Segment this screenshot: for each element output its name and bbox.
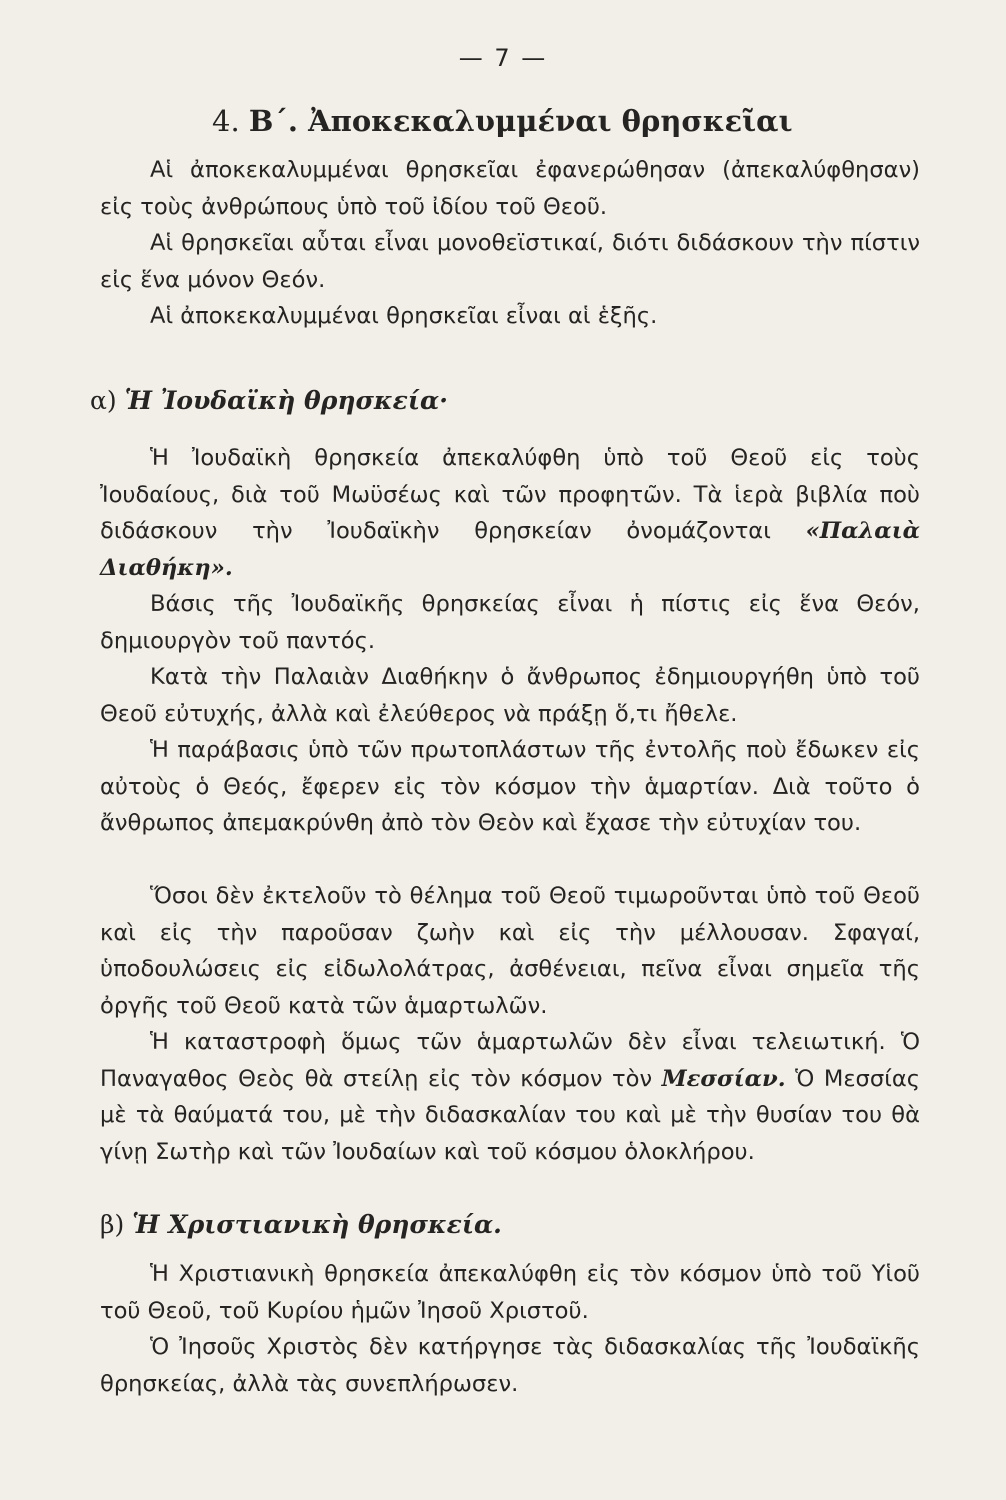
- section-a-paragraph-1-text: Ἡ Ἰουδαϊκὴ θρησκεία ἀπεκαλύφθη ὑπὸ τοῦ Θεοῦ εἰς τοὺς Ἰουδαίους, διὰ τοῦ Μωϋσέως καὶ τῶν προφητῶν. Τὰ ἱερὰ βιβλία ποὺ διδάσκουν τὴν Ἰουδαϊκὴν θρησκείαν ὀνομάζονται: [100, 445, 920, 544]
- section-a-heading: [90, 386, 448, 415]
- section-a-paragraph-6-start: Ἡ καταστροφὴ ὅμως τῶν ἁμαρτωλῶν δὲν εἶναι τελειωτική. Ὁ Παναγαθος Θεὸς θὰ στείλῃ εἰς τὸν κόσμον τὸν: [100, 1029, 920, 1092]
- intro-paragraph-2: Αἱ θρησκεῖαι αὗται εἶναι μονοθεϊστικαί, διότι διδάσκουν τὴν πίστιν εἰς ἕνα μόνον Θεόν.: [100, 230, 920, 293]
- chapter-title-text: Β΄. Ἀποκεκαλυμμέναι θρησκεῖαι: [248, 104, 793, 138]
- palaia-diathiki-emphasis: «Παλαιὰ Διαθήκη».: [100, 518, 921, 581]
- section-a-paragraph-6: [100, 1024, 920, 1170]
- section-a-paragraph-3: Κατὰ τὴν Παλαιὰν Διαθήκην ὁ ἄνθρωπος ἐδημιουργήθη ὑπὸ τοῦ Θεοῦ εὐτυχής, ἀλλὰ καὶ ἐλεύθερος νὰ πράξῃ ὅ,τι ἤθελε.: [100, 664, 920, 727]
- section-a-paragraph-5: Ὅσοι δὲν ἐκτελοῦν τὸ θέλημα τοῦ Θεοῦ τιμωροῦνται ὑπὸ τοῦ Θεοῦ καὶ εἰς τὴν παροῦσαν ζωὴν καὶ εἰς τὴν μέλλουσαν. Σφαγαί, ὑποδουλώσεις εἰς εἰδωλολάτρας, ἀσθένειαι, πεῖνα εἶναι σημεῖα τῆς ὀργῆς τοῦ Θεοῦ κατὰ τῶν ἁμαρτωλῶν.: [100, 883, 920, 1019]
- chapter-number: 4.: [212, 104, 240, 138]
- intro-paragraph-3: Αἱ ἀποκεκαλυμμέναι θρησκεῖαι εἶναι αἱ ἑξῆς.: [150, 303, 658, 329]
- section-a-title: Ἡ Ἰουδαϊκὴ θρησκεία·: [124, 386, 448, 415]
- section-b-heading: [100, 1210, 502, 1239]
- messias-emphasis: Μεσσίαν.: [661, 1065, 786, 1092]
- page-number: — 7 —: [458, 44, 548, 72]
- chapter-title: [212, 104, 793, 138]
- section-a-paragraph-4: Ἡ παράβασις ὑπὸ τῶν πρωτοπλάστων τῆς ἐντολῆς ποὺ ἔδωκεν εἰς αὐτοὺς ὁ Θεός, ἔφερεν εἰς τὸν κόσμον τὴν ἁμαρτίαν. Διὰ τοῦτο ὁ ἄνθρωπος ἀπεμακρύνθη ἀπὸ τὸν Θεὸν καὶ ἔχασε τὴν εὐτυχίαν του.: [100, 737, 920, 836]
- section-b-paragraph-1: Ἡ Χριστιανικὴ θρησκεία ἀπεκαλύφθη εἰς τὸν κόσμον ὑπὸ τοῦ Υἱοῦ τοῦ Θεοῦ, τοῦ Κυρίου ἡμῶν Ἰησοῦ Χριστοῦ.: [100, 1261, 920, 1324]
- intro-paragraph-1: Αἱ ἀποκεκαλυμμέναι θρησκεῖαι ἐφανερώθησαν (ἀπεκαλύφθησαν) εἰς τοὺς ἀνθρώπους ὑπὸ τοῦ ἰδίου τοῦ Θεοῦ.: [100, 157, 920, 220]
- section-a-paragraph-6-end: Ὁ Μεσσίας μὲ τὰ θαύματά του, μὲ τὴν διδασκαλίαν του καὶ μὲ τὴν θυσίαν του θὰ γίνῃ Σωτὴρ καὶ τῶν Ἰουδαίων καὶ τοῦ κόσμου ὁλοκλήρου.: [100, 1065, 920, 1165]
- section-b-paragraph-2: Ὁ Ἰησοῦς Χριστὸς δὲν κατήργησε τὰς διδασκαλίας τῆς Ἰουδαϊκῆς θρησκείας, ἀλλὰ τὰς συνεπλήρωσεν.: [100, 1334, 920, 1397]
- section-a-label: α): [90, 386, 117, 415]
- section-b-title: Ἡ Χριστιανικὴ θρησκεία.: [132, 1210, 502, 1239]
- section-a-paragraph-2: Βάσις τῆς Ἰουδαϊκῆς θρησκείας εἶναι ἡ πίστις εἰς ἕνα Θεόν, δημιουργὸν τοῦ παντός.: [100, 591, 920, 654]
- section-a-paragraph-1: [100, 440, 920, 586]
- section-b-label: β): [100, 1210, 125, 1239]
